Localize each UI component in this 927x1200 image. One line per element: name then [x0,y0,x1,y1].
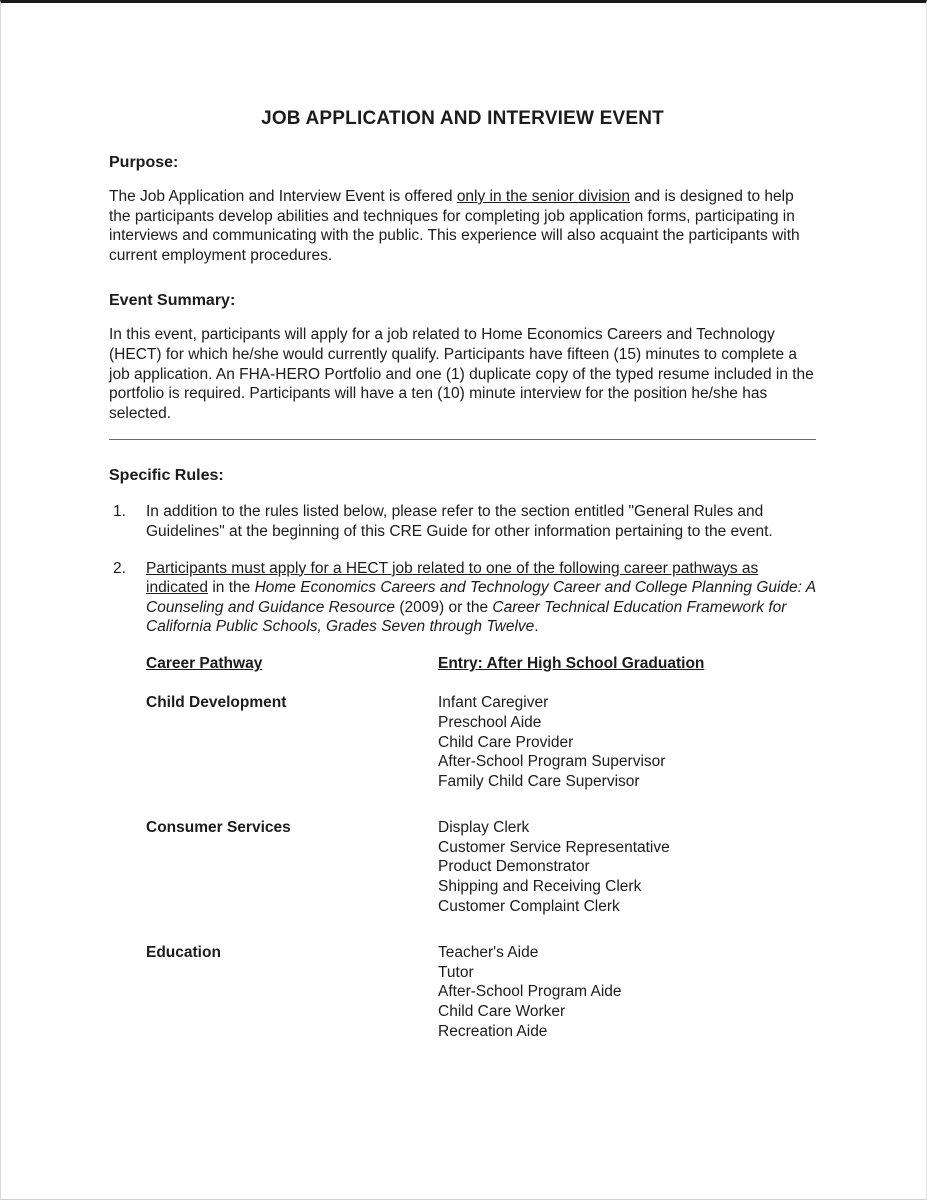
entry-item: Recreation Aide [438,1023,548,1041]
rule2-italic-title-2: Career Technical Education Framework for California Public Schools, Grades Seven through Twelve [146,598,787,636]
table-row-consumer-services [146,818,816,917]
pathway-entries [438,943,816,1042]
section-divider [109,439,816,440]
entry-item: After-School Program Supervisor [438,753,666,771]
purpose-paragraph [109,187,816,265]
rule-number: 1. [113,503,126,521]
purpose-heading: Purpose: [109,154,179,171]
rule2-mid1-text: in the [208,579,255,597]
event-summary-heading: Event Summary: [109,292,236,310]
entry-item: Product Demonstrator [438,858,590,876]
table-header-row [146,655,816,673]
rule-text: In addition to the rules listed below, please refer to the section entitled "General Rules and Guidelines" at the beginning of this CRE Guide for other information pertaining to the event. [146,503,773,540]
entry-item: Customer Service Representative [438,838,670,856]
rule2-end-text: . [534,618,539,636]
pathway-entries [438,693,816,792]
career-pathway-column-header: Career Pathway [146,654,263,672]
pathway-name: Child Development [146,693,287,711]
entry-item: Shipping and Receiving Clerk [438,878,642,896]
table-row-child-development [146,693,816,792]
rule-text [146,559,816,637]
entry-item: Teacher's Aide [438,943,539,961]
pathway-name: Education [146,943,221,961]
purpose-text-underlined: only in the senior division [456,188,630,205]
rule2-mid2-text: (2009) or the [395,598,493,616]
purpose-text-after: and is designed to help the participants develop abilities and techniques for completing job application forms, participating in interviews and communicating with the public. This experience will also acquaint the participants with current employment procedures. [109,188,800,264]
entry-item: Preschool Aide [438,713,542,731]
event-summary-paragraph: In this event, participants will apply for a job related to Home Economics Careers and Technology (HECT) for which he/she would currently qualify. Participants have fifteen (15) minutes to complete a job application. An FHA-HERO Portfolio and one (1) duplicate copy of the typed resume included in the portfolio is required. Participants will have a ten (10) minute interview for the position he/she has selected. [109,326,814,422]
entry-item: Infant Caregiver [438,693,549,711]
table-row-education [146,943,816,1042]
pathway-name: Consumer Services [146,818,291,836]
document-content [1,3,926,1042]
entry-column-header: Entry: After High School Graduation [438,654,705,672]
entry-item: Display Clerk [438,818,530,836]
specific-rules-heading: Specific Rules: [109,467,224,485]
entry-item: Child Care Provider [438,733,574,751]
career-pathway-table [146,655,816,1042]
rule-number: 2. [113,559,126,577]
page-title: JOB APPLICATION AND INTERVIEW EVENT [261,108,664,129]
entry-item: Tutor [438,963,474,981]
rule-item-2 [113,559,816,637]
purpose-text-before: The Job Application and Interview Event is offered [109,188,457,205]
entry-item: After-School Program Aide [438,983,622,1001]
entry-item: Child Care Worker [438,1003,566,1021]
entry-item: Customer Complaint Clerk [438,898,620,916]
rule2-underlined-text: Participants must apply for a HECT job related to one of the following career pathways as indicated [146,559,759,597]
pathway-entries [438,818,816,917]
entry-item: Family Child Care Supervisor [438,773,640,791]
rule-item-1 [113,502,816,541]
rule2-italic-title-1: Home Economics Careers and Technology Career and College Planning Guide: A Counseling and Guidance Resource [146,579,816,616]
